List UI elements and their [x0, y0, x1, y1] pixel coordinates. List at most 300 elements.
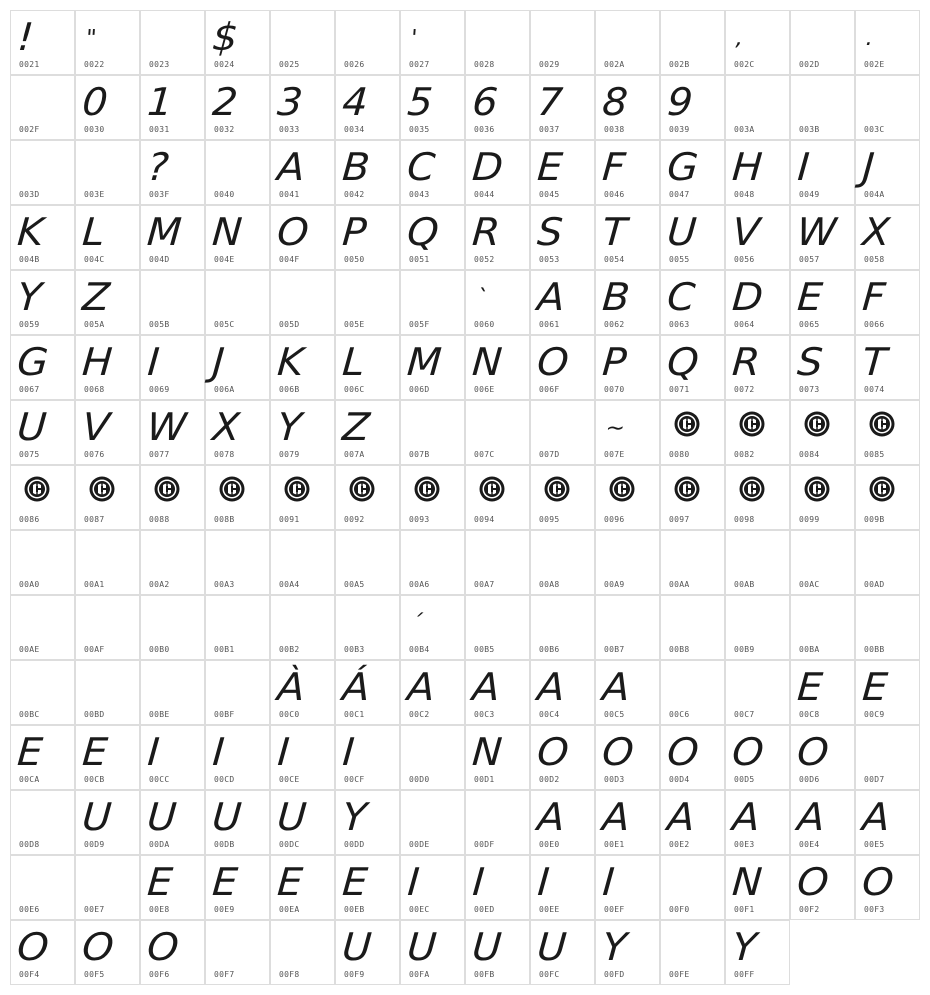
glyph-sample: V: [80, 405, 112, 449]
codepoint-label: 007C: [474, 450, 495, 459]
glyph-sample: E: [15, 730, 45, 774]
codepoint-label: 004C: [84, 255, 105, 264]
glyph-sample: P: [600, 340, 629, 384]
codepoint-label: 00D0: [409, 775, 430, 784]
glyph-cell: [530, 335, 595, 400]
codepoint-label: 00FD: [604, 970, 625, 979]
glyph-cell: [790, 270, 855, 335]
glyph-cell: [75, 855, 140, 920]
glyph-cell: [855, 205, 920, 270]
glyph-sample: A: [535, 795, 567, 839]
codepoint-label: 0055: [669, 255, 690, 264]
codepoint-label: 0058: [864, 255, 885, 264]
circle-emblem-icon: [544, 476, 570, 502]
glyph-cell: [140, 725, 205, 790]
glyph-sample: A: [275, 145, 307, 189]
glyph-cell: [725, 790, 790, 855]
codepoint-label: 0093: [409, 515, 430, 524]
codepoint-label: 00FF: [734, 970, 755, 979]
glyph-cell: [270, 10, 335, 75]
circle-emblem-icon: [154, 476, 180, 502]
glyph-cell: [725, 725, 790, 790]
glyph-cell: [660, 270, 725, 335]
codepoint-label: 00F6: [149, 970, 170, 979]
codepoint-label: 0091: [279, 515, 300, 524]
glyph-sample: ': [410, 26, 419, 51]
codepoint-label: 0027: [409, 60, 430, 69]
circle-emblem-icon: [674, 476, 700, 502]
glyph-cell: [790, 790, 855, 855]
glyph-sample: E: [275, 860, 305, 904]
glyph-cell: [335, 790, 400, 855]
codepoint-label: 0080: [669, 450, 690, 459]
glyph-cell: [270, 855, 335, 920]
circle-emblem-icon: [804, 476, 830, 502]
glyph-cell: [790, 400, 855, 465]
glyph-cell: [205, 10, 270, 75]
glyph-sample: U: [210, 795, 244, 839]
glyph-cell: [660, 530, 725, 595]
codepoint-label: 0050: [344, 255, 365, 264]
codepoint-label: 00E3: [734, 840, 755, 849]
glyph-cell: [530, 205, 595, 270]
glyph-sample: F: [860, 275, 887, 319]
codepoint-label: 0065: [799, 320, 820, 329]
codepoint-label: 005E: [344, 320, 365, 329]
codepoint-label: 00A0: [19, 580, 40, 589]
glyph-cell: [10, 75, 75, 140]
codepoint-label: 007E: [604, 450, 625, 459]
codepoint-label: 00CC: [149, 775, 170, 784]
codepoint-label: 005C: [214, 320, 235, 329]
glyph-cell: [205, 595, 270, 660]
glyph-cell: [530, 10, 595, 75]
glyph-cell: [75, 335, 140, 400]
glyph-cell: [400, 205, 465, 270]
glyph-sample: À: [275, 665, 307, 709]
glyph-cell: [855, 140, 920, 205]
glyph-cell: [75, 530, 140, 595]
codepoint-label: 00BF: [214, 710, 235, 719]
codepoint-label: 003B: [799, 125, 820, 134]
glyph-cell: [725, 660, 790, 725]
glyph-cell: [270, 725, 335, 790]
glyph-cell: [790, 335, 855, 400]
codepoint-label: 002B: [669, 60, 690, 69]
codepoint-label: 00C8: [799, 710, 820, 719]
codepoint-label: 00CE: [279, 775, 300, 784]
codepoint-label: 0099: [799, 515, 820, 524]
codepoint-label: 00FE: [669, 970, 690, 979]
glyph-sample: A: [860, 795, 892, 839]
glyph-cell: [335, 205, 400, 270]
glyph-sample: U: [145, 795, 179, 839]
codepoint-label: 0051: [409, 255, 430, 264]
glyph-cell: [140, 400, 205, 465]
glyph-sample: T: [600, 210, 629, 254]
glyph-sample: 7: [535, 80, 565, 124]
glyph-sample: ?: [145, 145, 171, 189]
codepoint-label: 00E1: [604, 840, 625, 849]
glyph-sample: N: [470, 730, 504, 774]
codepoint-label: 004A: [864, 190, 885, 199]
codepoint-label: 004E: [214, 255, 235, 264]
glyph-sample: X: [210, 405, 242, 449]
codepoint-label: 0048: [734, 190, 755, 199]
glyph-cell: [205, 790, 270, 855]
codepoint-label: 00CB: [84, 775, 105, 784]
glyph-cell: [465, 465, 530, 530]
glyph-cell: [595, 335, 660, 400]
glyph-sample: U: [405, 925, 439, 969]
glyph-cell: [660, 10, 725, 75]
glyph-sample: J: [861, 145, 877, 189]
glyph-cell: [530, 270, 595, 335]
circle-emblem-icon: [24, 476, 50, 502]
glyph-cell: [335, 400, 400, 465]
glyph-sample: `: [474, 286, 489, 311]
codepoint-label: 007D: [539, 450, 560, 459]
glyph-cell: [465, 660, 530, 725]
glyph-sample: !: [16, 15, 36, 59]
codepoint-label: 00EB: [344, 905, 365, 914]
codepoint-label: 006D: [409, 385, 430, 394]
codepoint-label: 00C3: [474, 710, 495, 719]
glyph-sample: Q: [405, 210, 441, 254]
codepoint-label: 0085: [864, 450, 885, 459]
codepoint-label: 00AE: [19, 645, 40, 654]
codepoint-label: 00B6: [539, 645, 560, 654]
codepoint-label: 0035: [409, 125, 430, 134]
glyph-cell: [205, 920, 270, 985]
codepoint-label: 0044: [474, 190, 495, 199]
glyph-cell: [10, 530, 75, 595]
glyph-cell: [140, 335, 205, 400]
glyph-cell: [335, 595, 400, 660]
codepoint-label: 00A4: [279, 580, 300, 589]
glyph-cell: [855, 725, 920, 790]
codepoint-label: 00B1: [214, 645, 235, 654]
glyph-cell: [335, 335, 400, 400]
glyph-cell: [465, 335, 530, 400]
codepoint-label: 00E7: [84, 905, 105, 914]
codepoint-label: 0040: [214, 190, 235, 199]
codepoint-label: 00DC: [279, 840, 300, 849]
glyph-sample: I: [796, 145, 812, 189]
glyph-cell: [10, 660, 75, 725]
glyph-sample: A: [600, 795, 632, 839]
glyph-cell: [660, 400, 725, 465]
glyph-cell: [465, 920, 530, 985]
glyph-cell: [465, 140, 530, 205]
glyph-cell: [855, 270, 920, 335]
glyph-cell: [530, 660, 595, 725]
glyph-cell: [75, 205, 140, 270]
glyph-cell: [855, 660, 920, 725]
codepoint-label: 005F: [409, 320, 430, 329]
codepoint-label: 0075: [19, 450, 40, 459]
glyph-cell: [270, 75, 335, 140]
glyph-sample: S: [535, 210, 565, 254]
glyph-sample: M: [405, 340, 444, 384]
glyph-cell: [595, 75, 660, 140]
glyph-cell: [10, 205, 75, 270]
glyph-cell: [205, 660, 270, 725]
glyph-cell: [400, 400, 465, 465]
glyph-cell: [855, 465, 920, 530]
codepoint-label: 0023: [149, 60, 170, 69]
codepoint-label: 006F: [539, 385, 560, 394]
glyph-cell: [855, 530, 920, 595]
glyph-sample: R: [730, 340, 762, 384]
codepoint-label: 00B7: [604, 645, 625, 654]
codepoint-label: 002F: [19, 125, 40, 134]
glyph-sample: I: [341, 730, 357, 774]
glyph-cell: [400, 660, 465, 725]
codepoint-label: 0041: [279, 190, 300, 199]
codepoint-label: 004D: [149, 255, 170, 264]
glyph-sample: U: [535, 925, 569, 969]
glyph-cell: [205, 725, 270, 790]
codepoint-label: 0072: [734, 385, 755, 394]
glyph-cell: [725, 855, 790, 920]
glyph-cell: [595, 400, 660, 465]
glyph-cell: [595, 595, 660, 660]
glyph-cell: [530, 855, 595, 920]
glyph-sample: A: [665, 795, 697, 839]
glyph-cell: [140, 140, 205, 205]
glyph-sample: 3: [275, 80, 305, 124]
codepoint-label: 00EE: [539, 905, 560, 914]
codepoint-label: 0029: [539, 60, 560, 69]
glyph-sample: Z: [340, 405, 372, 449]
glyph-cell: [725, 140, 790, 205]
codepoint-label: 004B: [19, 255, 40, 264]
circle-emblem-icon: [739, 411, 765, 437]
codepoint-label: 0045: [539, 190, 560, 199]
codepoint-label: 0021: [19, 60, 40, 69]
glyph-sample: K: [15, 210, 46, 254]
glyph-cell: [400, 855, 465, 920]
codepoint-label: 0030: [84, 125, 105, 134]
glyph-sample: U: [340, 925, 374, 969]
glyph-cell: [10, 725, 75, 790]
glyph-cell: [465, 530, 530, 595]
codepoint-label: 00C6: [669, 710, 690, 719]
codepoint-label: 0069: [149, 385, 170, 394]
glyph-cell: [660, 790, 725, 855]
codepoint-label: 00E2: [669, 840, 690, 849]
glyph-sample: O: [860, 860, 896, 904]
codepoint-label: 003D: [19, 190, 40, 199]
glyph-cell: [140, 270, 205, 335]
codepoint-label: 00F4: [19, 970, 40, 979]
codepoint-label: 003F: [149, 190, 170, 199]
glyph-sample: 4: [340, 80, 370, 124]
circle-emblem-icon: [479, 476, 505, 502]
codepoint-label: 005D: [279, 320, 300, 329]
glyph-cell: [10, 920, 75, 985]
glyph-cell: [465, 400, 530, 465]
codepoint-label: 006A: [214, 385, 235, 394]
codepoint-label: 00B4: [409, 645, 430, 654]
glyph-cell: [595, 10, 660, 75]
glyph-sample: F: [600, 145, 627, 189]
glyph-cell: [140, 660, 205, 725]
codepoint-label: 0097: [669, 515, 690, 524]
circle-emblem-icon: [674, 411, 700, 437]
glyph-sample: E: [795, 275, 825, 319]
glyph-sample: 9: [665, 80, 695, 124]
glyph-cell: [10, 855, 75, 920]
glyph-sample: N: [730, 860, 764, 904]
glyph-cell: [400, 10, 465, 75]
glyph-cell: [75, 595, 140, 660]
codepoint-label: 0039: [669, 125, 690, 134]
codepoint-label: 00C1: [344, 710, 365, 719]
codepoint-label: 0078: [214, 450, 235, 459]
codepoint-label: 0087: [84, 515, 105, 524]
glyph-cell: [10, 595, 75, 660]
glyph-cell: [205, 400, 270, 465]
glyph-sample: E: [210, 860, 240, 904]
glyph-cell: [855, 335, 920, 400]
glyph-sample: Y: [730, 925, 759, 969]
glyph-sample: D: [730, 275, 765, 319]
codepoint-label: 0033: [279, 125, 300, 134]
glyph-cell: [270, 270, 335, 335]
codepoint-label: 0074: [864, 385, 885, 394]
glyph-cell: [10, 790, 75, 855]
glyph-cell: [10, 270, 75, 335]
glyph-cell: [595, 530, 660, 595]
glyph-sample: A: [730, 795, 762, 839]
glyph-cell: [75, 790, 140, 855]
glyph-cell: [205, 855, 270, 920]
glyph-cell: [75, 920, 140, 985]
glyph-cell: [335, 530, 400, 595]
codepoint-label: 00A6: [409, 580, 430, 589]
codepoint-label: 0088: [149, 515, 170, 524]
glyph-sample: K: [275, 340, 306, 384]
glyph-cell: [140, 465, 205, 530]
codepoint-label: 0086: [19, 515, 40, 524]
glyph-sample: I: [146, 340, 162, 384]
codepoint-label: 00AA: [669, 580, 690, 589]
codepoint-label: 0042: [344, 190, 365, 199]
glyph-cell: [595, 140, 660, 205]
glyph-sample: D: [470, 145, 505, 189]
glyph-cell: [75, 10, 140, 75]
glyph-cell: [205, 465, 270, 530]
glyph-cell: [725, 75, 790, 140]
glyph-cell: [335, 75, 400, 140]
glyph-sample: O: [80, 925, 116, 969]
glyph-cell: [855, 10, 920, 75]
glyph-sample: C: [665, 275, 697, 319]
codepoint-label: 00F2: [799, 905, 820, 914]
glyph-sample: Y: [600, 925, 629, 969]
glyph-sample: U: [80, 795, 114, 839]
codepoint-label: 00A1: [84, 580, 105, 589]
glyph-cell: [660, 920, 725, 985]
codepoint-label: 00A9: [604, 580, 625, 589]
codepoint-label: 006B: [279, 385, 300, 394]
glyph-cell: [530, 400, 595, 465]
codepoint-label: 00D8: [19, 840, 40, 849]
glyph-cell: [595, 855, 660, 920]
glyph-cell: [335, 465, 400, 530]
codepoint-label: 0038: [604, 125, 625, 134]
codepoint-label: 0024: [214, 60, 235, 69]
codepoint-label: 007A: [344, 450, 365, 459]
glyph-sample: S: [795, 340, 825, 384]
glyph-cell: [270, 205, 335, 270]
codepoint-label: 00CF: [344, 775, 365, 784]
glyph-cell: [660, 335, 725, 400]
codepoint-label: 00BB: [864, 645, 885, 654]
glyph-cell: [855, 855, 920, 920]
codepoint-label: 00F9: [344, 970, 365, 979]
glyph-cell: [140, 75, 205, 140]
glyph-sample: I: [146, 730, 162, 774]
codepoint-label: 0031: [149, 125, 170, 134]
glyph-sample: I: [406, 860, 422, 904]
codepoint-label: 0071: [669, 385, 690, 394]
codepoint-label: 00DA: [149, 840, 170, 849]
codepoint-label: 00EF: [604, 905, 625, 914]
circle-emblem-icon: [349, 476, 375, 502]
glyph-cell: [400, 725, 465, 790]
glyph-sample: J: [211, 340, 227, 384]
circle-emblem-icon: [609, 476, 635, 502]
glyph-sample: E: [860, 665, 890, 709]
glyph-cell: [270, 400, 335, 465]
glyph-cell: [75, 400, 140, 465]
glyph-cell: [335, 10, 400, 75]
glyph-cell: [530, 75, 595, 140]
glyph-sample: ´: [409, 611, 424, 636]
codepoint-label: 00A3: [214, 580, 235, 589]
glyph-sample: H: [80, 340, 114, 384]
glyph-cell: [660, 595, 725, 660]
glyph-cell: [400, 140, 465, 205]
codepoint-label: 00CD: [214, 775, 235, 784]
glyph-sample: O: [730, 730, 766, 774]
glyph-cell: [855, 400, 920, 465]
glyph-cell: [530, 465, 595, 530]
glyph-cell: [790, 530, 855, 595]
glyph-cell: [725, 205, 790, 270]
glyph-cell: [400, 75, 465, 140]
glyph-cell: [465, 10, 530, 75]
glyph-sample: U: [665, 210, 699, 254]
glyph-sample: G: [15, 340, 50, 384]
glyph-sample: H: [730, 145, 764, 189]
circle-emblem-icon: [804, 411, 830, 437]
glyph-cell: [140, 10, 205, 75]
codepoint-label: 00D5: [734, 775, 755, 784]
glyph-cell: [400, 465, 465, 530]
glyph-sample: P: [340, 210, 369, 254]
glyph-cell: [530, 790, 595, 855]
codepoint-label: 0047: [669, 190, 690, 199]
glyph-sample: Y: [275, 405, 304, 449]
glyph-cell: [465, 75, 530, 140]
glyph-cell: [790, 465, 855, 530]
glyph-cell: [855, 790, 920, 855]
codepoint-label: 00B0: [149, 645, 170, 654]
